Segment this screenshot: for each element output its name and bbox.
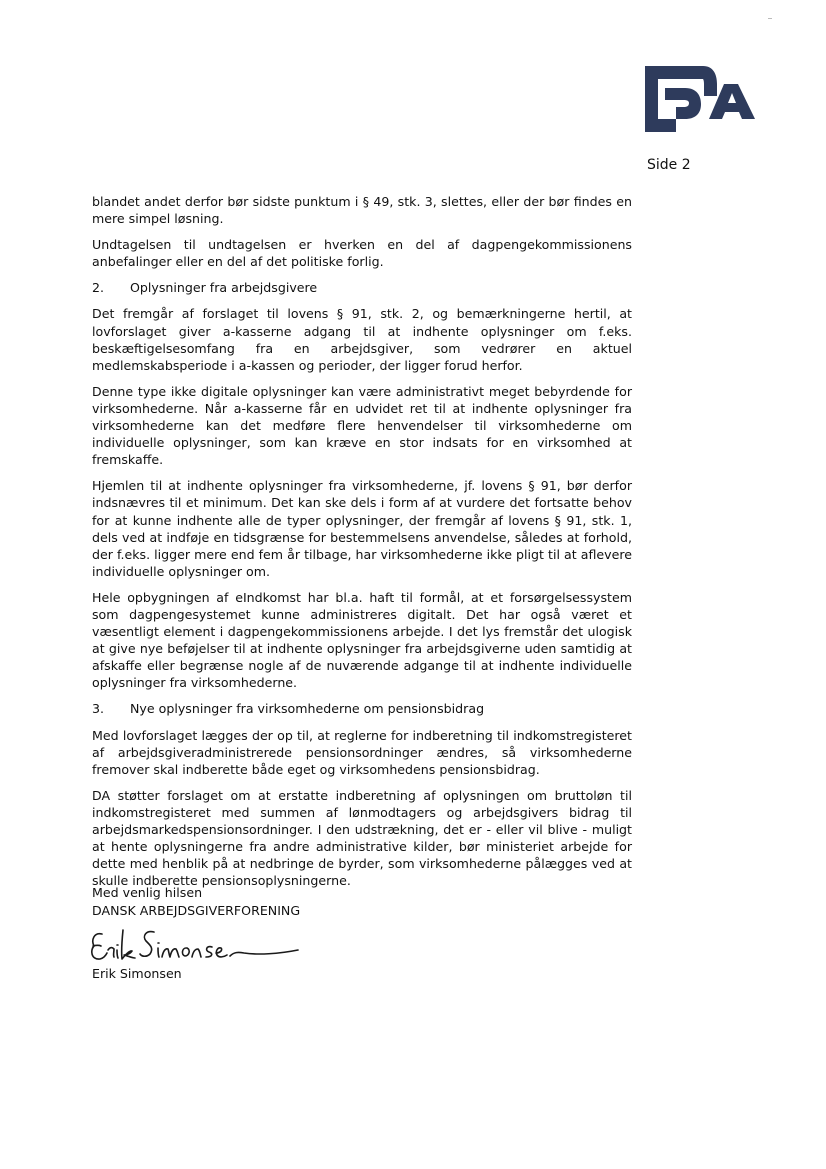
handwritten-signature bbox=[88, 922, 300, 966]
section-number: 3. bbox=[92, 701, 105, 717]
paragraph: Denne type ikke digitale oplysninger kan være administrativt meget bebyrdende for virksomhederne. Når a-kasserne får en udvidet ret til at indhente oplysninger fra virksomhederne kan det medføre flere henvendelser til virksomhederne om individuelle oplysninger, som kan kræve en stor indsats for en virksomhed at fremskaffe. bbox=[92, 383, 632, 468]
paragraph: Med lovforslaget lægges der op til, at reglerne for indberetning til indkomstregisteret af arbejdsgiveradministrerede pensionsordninger ændres, så virksomhederne fremover skal indberette både eget og virksomhedens pensionsbidrag. bbox=[92, 727, 632, 777]
section-title: Nye oplysninger fra virksomhederne om pensionsbidrag bbox=[130, 701, 485, 717]
da-logo bbox=[645, 66, 755, 132]
scan-mark bbox=[768, 18, 772, 19]
paragraph: blandet andet derfor bør sidste punktum i § 49, stk. 3, slettes, eller der bør findes en mere simpel løsning. bbox=[92, 194, 632, 227]
page-number: Side 2 bbox=[647, 157, 691, 173]
paragraph: Hjemlen til at indhente oplysninger fra virksomhederne, jf. lovens § 91, bør derfor indsnævres til et minimum. Det kan ske dels i form af at vurdere det fortsatte behov for at kunne indhente alle de typer oplysninger, der fremgår af lovens § 91, stk. 1, dels ved at indføje en tidsgrænse for bestemmelsens anvendelse, således at forhold, der f.eks. ligger mere end fem år tilbage, har virksomhederne ikke pligt til at aflevere individuelle oplysninger om. bbox=[92, 478, 632, 579]
da-logo-graphic bbox=[645, 66, 755, 132]
section-heading bbox=[92, 279, 632, 296]
organization-name: DANSK ARBEJDSGIVERFORENING bbox=[92, 902, 301, 918]
paragraph: DA støtter forslaget om at erstatte indberetning af oplysningen om bruttoløn til indkomstregisteret med summen af lønmodtagers og arbejdsgivers bidrag til arbejdsmarkedspensionsordninger. I den udstrækning, det er - eller vil blive - muligt at hente oplysningerne fra andre administrative kilder, bør ministeriet arbejde for dette med henblik på at nedbringe de byrder, som virksomhederne pålægges ved at skulle indberette pensionsoplysningerne. bbox=[92, 787, 632, 889]
paragraph: Hele opbygningen af eIndkomst har bl.a. haft til formål, at et forsørgelsessystem som dagpengesystemet kunne administreres digitalt. Det har også været et væsentligt element i dagpengekommissionens arbejde. I det lys fremstår det ulogisk at give nye beføjelser til at indhente oplysninger fra arbejdsgiverne uden samtidig at afskaffe eller begrænse nogle af de nuværende adgange til at indhente individuelle oplysninger fra virksomhederne. bbox=[92, 589, 632, 691]
section-heading bbox=[92, 700, 632, 717]
paragraph: Undtagelsen til undtagelsen er hverken en del af dagpengekommissionens anbefalinger eller en del af det politiske forlig. bbox=[92, 237, 632, 270]
section-number: 2. bbox=[92, 280, 105, 296]
signer-name: Erik Simonsen bbox=[92, 966, 182, 981]
letter-body bbox=[92, 193, 632, 898]
closing-block bbox=[92, 884, 300, 919]
closing-greeting: Med venlig hilsen bbox=[92, 885, 203, 900]
paragraph: Det fremgår af forslaget til lovens § 91, stk. 2, og bemærkningerne hertil, at lovforslaget giver a-kasserne adgang til at indhente oplysninger om f.eks. beskæftigelsesomfang fra en arbejdsgiver, som vedrører en aktuel medlemskabsperiode i a-kassen og perioder, der ligger forud herfor. bbox=[92, 306, 632, 373]
section-title: Oplysninger fra arbejdsgivere bbox=[130, 280, 318, 296]
